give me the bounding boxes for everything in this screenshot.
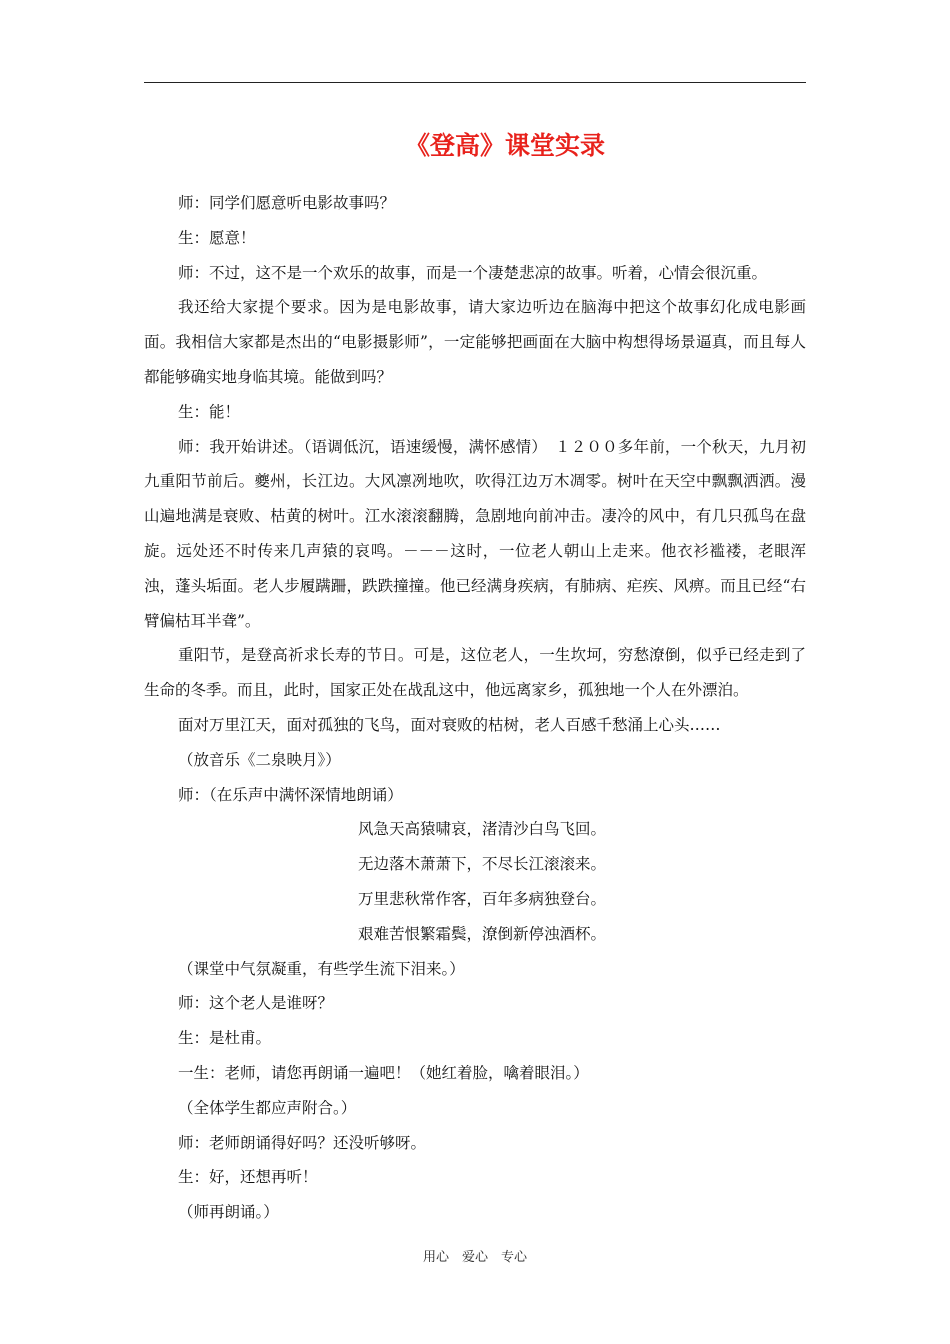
paragraph: 面对万里江天，面对孤独的飞鸟，面对衰败的枯树，老人百感千愁涌上心头…… [178,715,721,734]
header-rule [144,82,806,83]
poem-line: 风急天高猿啸哀，渚清沙白鸟飞回。 [358,820,607,839]
document-body [144,186,806,1230]
paragraph: 师：老师朗诵得好吗？还没听够呀。 [178,1133,427,1152]
paragraph: 师：（在乐声中满怀深情地朗诵） [178,785,403,804]
paragraph: 师：同学们愿意听电影故事吗？ [178,194,396,212]
paragraph: （放音乐《二泉映月》） [178,750,341,769]
paragraph: 师：不过，这不是一个欢乐的故事，而是一个凄楚悲凉的故事。听着，心情会很沉重。 [178,263,768,282]
paragraph: 重阳节，是登高祈求长寿的节日。可是，这位老人，一生坎坷，穷愁潦倒，似乎已经走到了生命的冬季。而且，此时，国家正处在战乱这中，他远离家乡，孤独地一个人在外漂泊。 [144,646,806,700]
poem-line: 无边落木萧萧下，不尽长江滚滚来。 [358,855,607,874]
paragraph: 一生：老师，请您再朗诵一遍吧！（她红着脸，噙着眼泪。） [178,1063,589,1082]
paragraph: 生：愿意！ [178,228,256,247]
poem-line: 艰难苦恨繁霜鬓，潦倒新停浊酒杯。 [358,924,607,943]
page-title: 《登高》课堂实录 [404,131,605,160]
paragraph: （课堂中气氛凝重，有些学生流下泪来。） [178,959,465,978]
paragraph: 师：这个老人是谁呀？ [178,994,334,1013]
page-footer: 用心 爱心 专心 [422,1250,527,1265]
paragraph: 我还给大家提个要求。因为是电影故事，请大家边听边在脑海中把这个故事幻化成电影画面。我相信大家都是杰出的“电影摄影师”，一定能够把画面在大脑中构想得场景逼真，而且每人都能够确实地身临其境。能做到吗？ [144,298,806,386]
paragraph: （师再朗诵。） [178,1203,279,1222]
paragraph: 师：我开始讲述。（语调低沉，语速缓慢，满怀感情） １２００多年前，一个秋天，九月初九重阳节前后。夔州，长江边。大风凛冽地吹，吹得江边万木凋零。树叶在天空中飘飘洒洒。漫山遍地满是衰败、枯黄的树叶。江水滚滚翻腾，急剧地向前冲击。凄冷的风中，有几只孤鸟在盘旋。远处还不时传来几声猿的哀鸣。－－－这时，一位老人朝山上走来。他衣衫褴褛，老眼浑浊，蓬头垢面。老人步履蹒跚，跌跌撞撞。他已经满身疾病，有肺病、疟疾、风痹。而且已经“右臂偏枯耳半聋”。 [144,437,806,630]
paragraph: 生：是杜甫。 [178,1029,272,1048]
paragraph: 生：好，还想再听！ [178,1168,318,1187]
poem-block [144,812,806,951]
paragraph: （全体学生都应声附合。） [178,1098,357,1117]
poem-line: 万里悲秋常作客，百年多病独登台。 [358,889,607,908]
paragraph: 生：能！ [178,402,241,421]
